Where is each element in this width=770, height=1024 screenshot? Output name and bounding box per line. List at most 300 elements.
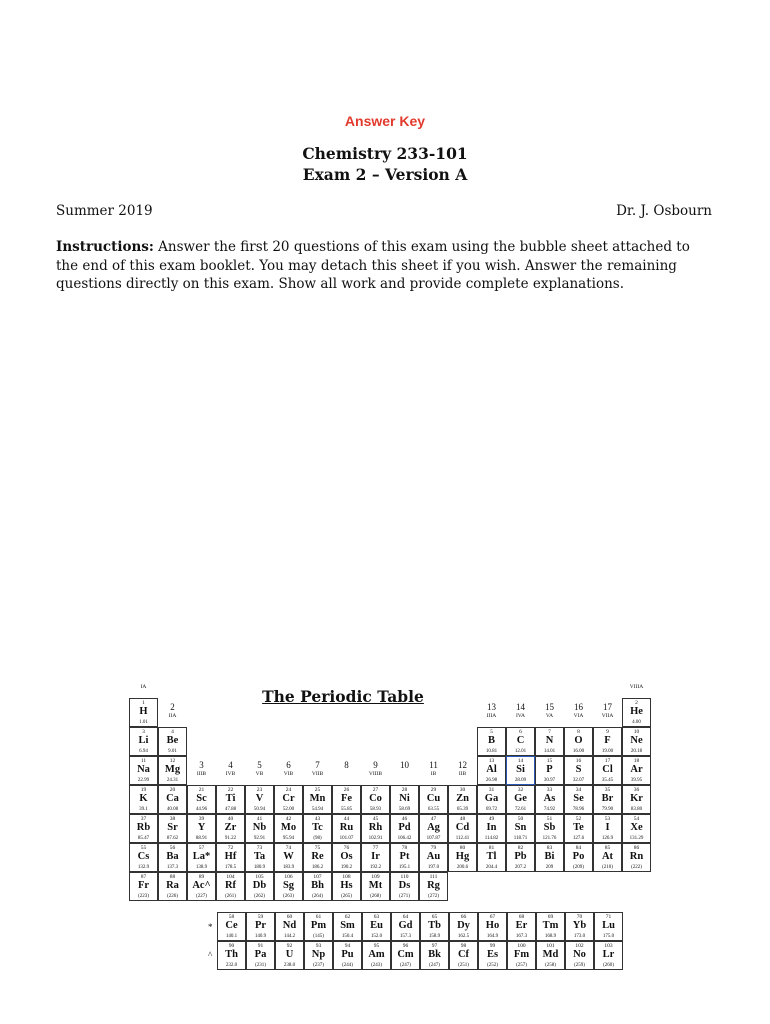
element-atomic-mass: 164.9 bbox=[486, 933, 499, 939]
element-atomic-mass: 190.2 bbox=[340, 864, 353, 870]
element-symbol: K bbox=[139, 792, 148, 804]
group-roman-viiia: VIIIA bbox=[629, 684, 644, 690]
element-tm bbox=[536, 912, 565, 941]
element-pb bbox=[506, 843, 535, 872]
element-nd bbox=[275, 912, 304, 941]
element-symbol: Rb bbox=[136, 821, 151, 833]
element-sr bbox=[158, 814, 187, 843]
element-symbol: Lu bbox=[602, 919, 615, 931]
group-roman-ia: IA bbox=[140, 684, 147, 690]
element-atomic-mass: 144.2 bbox=[283, 933, 296, 939]
element-atomic-mass: (247) bbox=[400, 962, 411, 968]
element-atomic-mass: 6.94 bbox=[139, 748, 148, 754]
element-tb bbox=[420, 912, 449, 941]
element-atomic-number: 2 bbox=[635, 700, 638, 706]
element-atomic-mass: 204.4 bbox=[485, 864, 498, 870]
element-atomic-number: 6 bbox=[519, 729, 522, 735]
element-symbol: Fe bbox=[340, 792, 353, 804]
element-atomic-number: 102 bbox=[575, 943, 584, 949]
element-atomic-number: 89 bbox=[198, 874, 205, 880]
element-atomic-number: 74 bbox=[285, 845, 292, 851]
element-atomic-number: 39 bbox=[198, 816, 205, 822]
element-atomic-number: 35 bbox=[604, 787, 611, 793]
element-symbol: Am bbox=[368, 948, 385, 960]
element-atomic-mass: 175.0 bbox=[602, 933, 615, 939]
element-atomic-mass: 16.00 bbox=[572, 748, 585, 754]
element-cu bbox=[419, 785, 448, 814]
element-hs bbox=[332, 872, 361, 901]
element-atomic-mass: 44.96 bbox=[195, 806, 208, 812]
element-lu bbox=[594, 912, 623, 941]
element-symbol: Ac^ bbox=[192, 879, 211, 891]
element-atomic-number: 26 bbox=[343, 787, 350, 793]
element-symbol: Sc bbox=[196, 792, 207, 804]
element-symbol: At bbox=[601, 850, 614, 862]
element-k bbox=[129, 785, 158, 814]
element-atomic-number: 96 bbox=[402, 943, 409, 949]
element-symbol: Rg bbox=[427, 879, 440, 891]
element-la bbox=[187, 843, 216, 872]
element-symbol: Ga bbox=[484, 792, 499, 804]
element-br bbox=[593, 785, 622, 814]
element-atomic-number: 5 bbox=[490, 729, 493, 735]
element-symbol: Ru bbox=[339, 821, 354, 833]
element-symbol: Ba bbox=[166, 850, 179, 862]
instructor: Dr. J. Osbourn bbox=[616, 203, 712, 219]
element-lr bbox=[594, 941, 623, 970]
group-roman-via: VIA bbox=[573, 713, 584, 719]
element-symbol: Ir bbox=[371, 850, 380, 862]
answer-key-label: Answer Key bbox=[344, 113, 426, 129]
element-atomic-number: 18 bbox=[633, 758, 640, 764]
element-atomic-number: 78 bbox=[401, 845, 408, 851]
element-atomic-mass: 192.2 bbox=[369, 864, 382, 870]
element-atomic-mass: 91.22 bbox=[224, 835, 237, 841]
element-atomic-mass: 173.0 bbox=[573, 933, 586, 939]
element-bk bbox=[420, 941, 449, 970]
element-atomic-number: 16 bbox=[575, 758, 582, 764]
element-f bbox=[593, 727, 622, 756]
element-atomic-mass: 26.98 bbox=[485, 777, 498, 783]
element-atomic-mass: (226) bbox=[167, 893, 178, 899]
element-atomic-number: 105 bbox=[255, 874, 264, 880]
element-db bbox=[245, 872, 274, 901]
group-roman-viib: VIIB bbox=[311, 771, 324, 777]
element-o bbox=[564, 727, 593, 756]
element-symbol: V bbox=[255, 792, 264, 804]
element-symbol: Ti bbox=[225, 792, 236, 804]
element-atomic-mass: 114.82 bbox=[484, 835, 499, 841]
element-rh bbox=[361, 814, 390, 843]
element-atomic-number: 91 bbox=[257, 943, 264, 949]
element-symbol: Hf bbox=[224, 850, 237, 862]
element-symbol: Tm bbox=[542, 919, 559, 931]
element-symbol: Hg bbox=[455, 850, 470, 862]
element-symbol: Mn bbox=[309, 792, 326, 804]
element-atomic-number: 81 bbox=[488, 845, 495, 851]
element-atomic-number: 110 bbox=[400, 874, 409, 880]
element-atomic-number: 46 bbox=[401, 816, 408, 822]
element-symbol: Bh bbox=[311, 879, 324, 891]
element-symbol: Cs bbox=[137, 850, 150, 862]
element-symbol: Ra bbox=[166, 879, 179, 891]
element-atomic-mass: 132.9 bbox=[137, 864, 150, 870]
element-atomic-mass: 168.9 bbox=[544, 933, 557, 939]
element-zn bbox=[448, 785, 477, 814]
element-atomic-mass: 32.07 bbox=[572, 777, 585, 783]
element-atomic-mass: (262) bbox=[254, 893, 265, 899]
element-atomic-number: 32 bbox=[517, 787, 524, 793]
element-atomic-mass: 207.2 bbox=[514, 864, 527, 870]
element-au bbox=[419, 843, 448, 872]
element-se bbox=[564, 785, 593, 814]
element-atomic-number: 31 bbox=[488, 787, 495, 793]
element-mo bbox=[274, 814, 303, 843]
element-te bbox=[564, 814, 593, 843]
element-atomic-number: 76 bbox=[343, 845, 350, 851]
element-symbol: Ho bbox=[485, 919, 500, 931]
element-atomic-mass: (244) bbox=[342, 962, 353, 968]
element-cl bbox=[593, 756, 622, 785]
element-atomic-mass: (247) bbox=[429, 962, 440, 968]
element-atomic-number: 104 bbox=[226, 874, 235, 880]
element-atomic-mass: 12.01 bbox=[514, 748, 527, 754]
element-atomic-mass: (223) bbox=[138, 893, 149, 899]
group-roman-viia: VIIA bbox=[601, 713, 614, 719]
element-symbol: Ag bbox=[427, 821, 440, 833]
element-atomic-number: 84 bbox=[575, 845, 582, 851]
element-atomic-number: 93 bbox=[315, 943, 322, 949]
element-atomic-number: 7 bbox=[548, 729, 551, 735]
element-symbol: Se bbox=[573, 792, 584, 804]
element-atomic-mass: 28.09 bbox=[514, 777, 527, 783]
group-number-9: 9 bbox=[373, 760, 378, 770]
element-symbol: Si bbox=[516, 763, 525, 775]
element-atomic-mass: 24.31 bbox=[166, 777, 179, 783]
element-atomic-number: 3 bbox=[142, 729, 145, 735]
element-atomic-mass: (264) bbox=[312, 893, 323, 899]
element-atomic-number: 73 bbox=[256, 845, 263, 851]
element-atomic-number: 11 bbox=[140, 758, 147, 764]
element-cd bbox=[448, 814, 477, 843]
element-atomic-number: 95 bbox=[373, 943, 380, 949]
group-number-10: 10 bbox=[400, 760, 409, 770]
element-symbol: Pb bbox=[514, 850, 527, 862]
element-atomic-number: 109 bbox=[371, 874, 380, 880]
element-symbol: Ca bbox=[166, 792, 179, 804]
element-atomic-number: 63 bbox=[373, 914, 380, 920]
element-ru bbox=[332, 814, 361, 843]
element-no bbox=[565, 941, 594, 970]
element-hf bbox=[216, 843, 245, 872]
element-atomic-mass: 4.00 bbox=[632, 719, 641, 725]
element-atomic-mass: 186.2 bbox=[311, 864, 324, 870]
element-cr bbox=[274, 785, 303, 814]
group-roman-iia: IIA bbox=[168, 713, 177, 719]
element-atomic-mass: 65.39 bbox=[456, 806, 469, 812]
element-he bbox=[622, 698, 651, 727]
element-atomic-number: 10 bbox=[633, 729, 640, 735]
element-atomic-number: 17 bbox=[604, 758, 611, 764]
element-atomic-mass: 95.94 bbox=[282, 835, 295, 841]
element-symbol: Sr bbox=[167, 821, 178, 833]
element-atomic-mass: 10.81 bbox=[485, 748, 498, 754]
element-symbol: F bbox=[604, 734, 611, 746]
element-atomic-number: 100 bbox=[517, 943, 526, 949]
element-symbol: W bbox=[283, 850, 294, 862]
element-atomic-mass: (258) bbox=[545, 962, 556, 968]
group-number-2: 2 bbox=[170, 702, 175, 712]
element-symbol: Cd bbox=[455, 821, 470, 833]
element-mt bbox=[361, 872, 390, 901]
group-roman-iib: IIB bbox=[458, 771, 467, 777]
element-symbol: Br bbox=[601, 792, 614, 804]
element-atomic-number: 49 bbox=[488, 816, 495, 822]
element-atomic-number: 86 bbox=[633, 845, 640, 851]
element-tl bbox=[477, 843, 506, 872]
element-atomic-mass: 58.93 bbox=[369, 806, 382, 812]
element-atomic-mass: 238.0 bbox=[283, 962, 296, 968]
group-roman-iiib: IIIB bbox=[196, 771, 207, 777]
element-symbol: I bbox=[605, 821, 610, 833]
element-symbol: Lr bbox=[602, 948, 615, 960]
group-number-11: 11 bbox=[429, 760, 438, 770]
element-atomic-number: 103 bbox=[604, 943, 613, 949]
element-atomic-mass: 140.1 bbox=[225, 933, 238, 939]
element-ac bbox=[187, 872, 216, 901]
element-tc bbox=[303, 814, 332, 843]
element-atomic-number: 108 bbox=[342, 874, 351, 880]
element-ti bbox=[216, 785, 245, 814]
element-symbol: Be bbox=[166, 734, 179, 746]
element-atomic-mass: (252) bbox=[487, 962, 498, 968]
element-os bbox=[332, 843, 361, 872]
element-symbol: Rf bbox=[224, 879, 237, 891]
element-ir bbox=[361, 843, 390, 872]
element-atomic-number: 21 bbox=[198, 787, 205, 793]
element-ta bbox=[245, 843, 274, 872]
element-rf bbox=[216, 872, 245, 901]
element-cm bbox=[391, 941, 420, 970]
element-atomic-mass: (271) bbox=[399, 893, 410, 899]
element-atomic-mass: 183.9 bbox=[282, 864, 295, 870]
element-ds bbox=[390, 872, 419, 901]
element-cf bbox=[449, 941, 478, 970]
element-symbol: Co bbox=[369, 792, 382, 804]
group-number-17: 17 bbox=[603, 702, 612, 712]
element-symbol: Th bbox=[225, 948, 238, 960]
element-es bbox=[478, 941, 507, 970]
element-atomic-number: 88 bbox=[169, 874, 176, 880]
element-atomic-number: 36 bbox=[633, 787, 640, 793]
element-atomic-mass: 78.96 bbox=[572, 806, 585, 812]
element-ni bbox=[390, 785, 419, 814]
instructions-text: Answer the first 20 questions of this exam using the bubble sheet attached to the end of this exam booklet. You may detach this sheet if you wish. Answer the remaining questions directly on this exam. Show all work and provide complete explanations. bbox=[56, 239, 690, 292]
element-symbol: Re bbox=[311, 850, 324, 862]
element-atomic-number: 85 bbox=[604, 845, 611, 851]
element-mg bbox=[158, 756, 187, 785]
element-si bbox=[506, 756, 535, 785]
element-atomic-mass: 180.9 bbox=[253, 864, 266, 870]
element-atomic-number: 30 bbox=[459, 787, 466, 793]
element-atomic-number: 69 bbox=[547, 914, 554, 920]
element-symbol: Np bbox=[311, 948, 326, 960]
element-atomic-number: 107 bbox=[313, 874, 322, 880]
element-symbol: Cf bbox=[457, 948, 470, 960]
element-symbol: In bbox=[486, 821, 497, 833]
element-symbol: Fr bbox=[137, 879, 150, 891]
element-atomic-mass: (268) bbox=[370, 893, 381, 899]
element-atomic-mass: 54.94 bbox=[311, 806, 324, 812]
element-fm bbox=[507, 941, 536, 970]
element-rg bbox=[419, 872, 448, 901]
element-atomic-mass: 74.92 bbox=[543, 806, 556, 812]
element-atomic-mass: 126.9 bbox=[601, 835, 614, 841]
element-symbol: Al bbox=[486, 763, 497, 775]
element-atomic-mass: 107.87 bbox=[426, 835, 441, 841]
element-symbol: Ds bbox=[398, 879, 411, 891]
element-atomic-mass: (272) bbox=[428, 893, 439, 899]
element-atomic-mass: 35.45 bbox=[601, 777, 614, 783]
element-atomic-number: 61 bbox=[315, 914, 322, 920]
element-symbol: B bbox=[487, 734, 495, 746]
element-am bbox=[362, 941, 391, 970]
element-atomic-number: 45 bbox=[372, 816, 379, 822]
element-symbol: Ce bbox=[225, 919, 238, 931]
instructions-label: Instructions: bbox=[56, 239, 154, 255]
element-atomic-mass: 157.3 bbox=[399, 933, 412, 939]
element-atomic-number: 4 bbox=[171, 729, 174, 735]
element-atomic-mass: 195.1 bbox=[398, 864, 411, 870]
element-atomic-mass: (227) bbox=[196, 893, 207, 899]
element-sb bbox=[535, 814, 564, 843]
element-bh bbox=[303, 872, 332, 901]
element-symbol: Ar bbox=[630, 763, 643, 775]
element-h bbox=[129, 698, 158, 727]
element-symbol: Sn bbox=[514, 821, 527, 833]
element-pm bbox=[304, 912, 333, 941]
element-atomic-mass: 131.29 bbox=[629, 835, 644, 841]
element-atomic-number: 9 bbox=[606, 729, 609, 735]
element-symbol: Sm bbox=[340, 919, 355, 931]
element-atomic-number: 42 bbox=[285, 816, 292, 822]
element-atomic-number: 44 bbox=[343, 816, 350, 822]
element-ar bbox=[622, 756, 651, 785]
element-u bbox=[275, 941, 304, 970]
element-th bbox=[217, 941, 246, 970]
element-atomic-mass: 50.94 bbox=[253, 806, 266, 812]
element-atomic-mass: 162.5 bbox=[457, 933, 470, 939]
element-symbol: Zn bbox=[456, 792, 469, 804]
element-ba bbox=[158, 843, 187, 872]
element-atomic-mass: 200.6 bbox=[456, 864, 469, 870]
element-atomic-number: 94 bbox=[344, 943, 351, 949]
element-atomic-number: 62 bbox=[344, 914, 351, 920]
element-pd bbox=[390, 814, 419, 843]
element-atomic-number: 40 bbox=[227, 816, 234, 822]
element-symbol: Pa bbox=[254, 948, 267, 960]
element-atomic-number: 34 bbox=[575, 787, 582, 793]
element-symbol: Au bbox=[426, 850, 441, 862]
element-atomic-mass: (231) bbox=[255, 962, 266, 968]
element-atomic-number: 8 bbox=[577, 729, 580, 735]
element-atomic-mass: (259) bbox=[574, 962, 585, 968]
element-atomic-number: 43 bbox=[314, 816, 321, 822]
element-atomic-mass: (98) bbox=[313, 835, 322, 841]
element-symbol: Os bbox=[340, 850, 353, 862]
element-atomic-mass: (209) bbox=[573, 864, 584, 870]
element-ge bbox=[506, 785, 535, 814]
element-atomic-mass: 121.76 bbox=[542, 835, 557, 841]
element-symbol: Na bbox=[137, 763, 150, 775]
element-symbol: Rn bbox=[629, 850, 644, 862]
element-symbol: Tc bbox=[312, 821, 323, 833]
element-symbol: Es bbox=[486, 948, 499, 960]
element-atomic-number: 68 bbox=[518, 914, 525, 920]
element-symbol: Fm bbox=[513, 948, 530, 960]
element-symbol: Zr bbox=[224, 821, 237, 833]
group-number-8: 8 bbox=[344, 760, 349, 770]
element-atomic-mass: (243) bbox=[371, 962, 382, 968]
element-xe bbox=[622, 814, 651, 843]
element-atomic-number: 67 bbox=[489, 914, 496, 920]
term: Summer 2019 bbox=[56, 203, 153, 219]
element-n bbox=[535, 727, 564, 756]
element-atomic-number: 19 bbox=[140, 787, 147, 793]
element-symbol: Ni bbox=[399, 792, 410, 804]
element-atomic-number: 25 bbox=[314, 787, 321, 793]
element-atomic-number: 23 bbox=[256, 787, 263, 793]
element-ra bbox=[158, 872, 187, 901]
element-atomic-number: 37 bbox=[140, 816, 147, 822]
element-atomic-mass: 112.41 bbox=[455, 835, 470, 841]
element-symbol: Po bbox=[572, 850, 585, 862]
element-symbol: Pm bbox=[310, 919, 327, 931]
element-symbol: Db bbox=[252, 879, 267, 891]
element-symbol: Gd bbox=[398, 919, 413, 931]
element-symbol: Kr bbox=[630, 792, 643, 804]
element-atomic-mass: (251) bbox=[458, 962, 469, 968]
element-symbol: Nb bbox=[252, 821, 267, 833]
element-symbol: Cl bbox=[602, 763, 613, 775]
element-atomic-mass: 88.91 bbox=[195, 835, 208, 841]
element-po bbox=[564, 843, 593, 872]
element-sg bbox=[274, 872, 303, 901]
element-atomic-mass: 167.3 bbox=[515, 933, 528, 939]
element-y bbox=[187, 814, 216, 843]
element-atomic-number: 106 bbox=[284, 874, 293, 880]
group-number-3: 3 bbox=[199, 760, 204, 770]
element-atomic-mass: 55.85 bbox=[340, 806, 353, 812]
element-atomic-mass: (145) bbox=[313, 933, 324, 939]
element-atomic-number: 82 bbox=[517, 845, 524, 851]
group-roman-iiia: IIIA bbox=[486, 713, 497, 719]
group-number-14: 14 bbox=[516, 702, 525, 712]
element-symbol: P bbox=[546, 763, 553, 775]
element-atomic-number: 56 bbox=[169, 845, 176, 851]
element-atomic-mass: 127.6 bbox=[572, 835, 585, 841]
element-atomic-mass: 85.47 bbox=[137, 835, 150, 841]
element-atomic-mass: 30.97 bbox=[543, 777, 556, 783]
element-symbol: S bbox=[575, 763, 582, 775]
element-atomic-mass: 58.69 bbox=[398, 806, 411, 812]
element-li bbox=[129, 727, 158, 756]
element-b bbox=[477, 727, 506, 756]
element-atomic-number: 80 bbox=[459, 845, 466, 851]
element-bi bbox=[535, 843, 564, 872]
group-number-15: 15 bbox=[545, 702, 554, 712]
group-number-7: 7 bbox=[315, 760, 320, 770]
